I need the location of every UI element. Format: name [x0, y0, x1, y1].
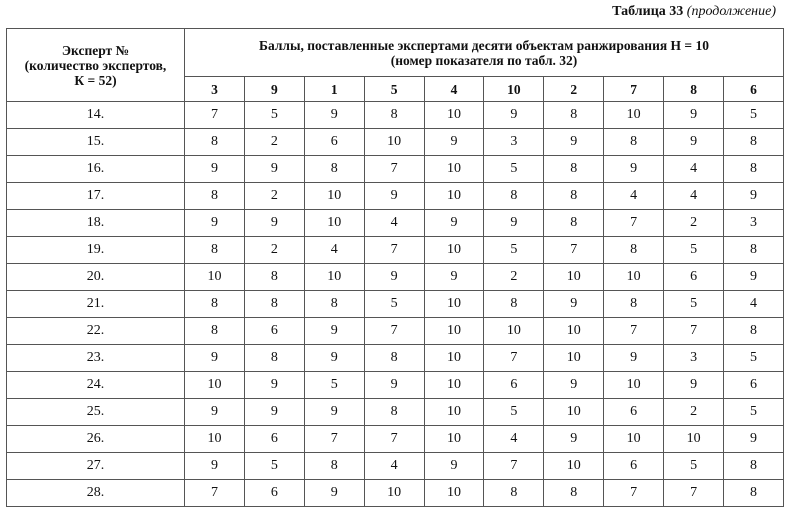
- score-cell: 2: [244, 129, 304, 156]
- expert-header-line: Эксперт №: [61, 42, 130, 58]
- expert-number-cell: 27.: [7, 453, 185, 480]
- score-cell: 6: [604, 453, 664, 480]
- score-cell: 6: [244, 426, 304, 453]
- score-cell: 9: [364, 183, 424, 210]
- score-cell: 9: [185, 210, 245, 237]
- score-cell: 7: [484, 345, 544, 372]
- score-cell: 8: [364, 399, 424, 426]
- score-cell: 8: [185, 291, 245, 318]
- score-cell: 9: [544, 426, 604, 453]
- scores-header-line2: (номер показателя по табл. 32): [390, 52, 578, 68]
- score-cell: 10: [544, 399, 604, 426]
- expert-number-cell: 17.: [7, 183, 185, 210]
- score-cell: 8: [724, 156, 784, 183]
- expert-number-cell: 28.: [7, 480, 185, 507]
- score-cell: 4: [664, 183, 724, 210]
- score-cell: 10: [604, 102, 664, 129]
- score-cell: 7: [364, 426, 424, 453]
- score-cell: 10: [424, 291, 484, 318]
- score-cell: 10: [604, 426, 664, 453]
- object-number-header: 5: [364, 77, 424, 102]
- score-cell: 8: [604, 291, 664, 318]
- score-cell: 8: [244, 291, 304, 318]
- score-cell: 9: [304, 102, 364, 129]
- table-row: [7, 237, 784, 264]
- score-cell: 9: [544, 129, 604, 156]
- object-number-header: 10: [484, 77, 544, 102]
- score-cell: 10: [424, 183, 484, 210]
- object-number-header: 3: [185, 77, 245, 102]
- table-row: [7, 210, 784, 237]
- expert-number-cell: 19.: [7, 237, 185, 264]
- score-cell: 7: [304, 426, 364, 453]
- expert-column-header: [7, 29, 185, 102]
- table-row: [7, 399, 784, 426]
- expert-number-cell: 23.: [7, 345, 185, 372]
- table-row: [7, 426, 784, 453]
- score-cell: 9: [304, 318, 364, 345]
- object-number-header: 9: [244, 77, 304, 102]
- score-cell: 10: [304, 264, 364, 291]
- score-cell: 8: [484, 480, 544, 507]
- score-cell: 10: [424, 102, 484, 129]
- score-cell: 8: [724, 453, 784, 480]
- score-cell: 5: [484, 399, 544, 426]
- score-cell: 8: [724, 129, 784, 156]
- score-cell: 5: [304, 372, 364, 399]
- score-cell: 5: [664, 237, 724, 264]
- score-cell: 9: [604, 345, 664, 372]
- score-cell: 8: [544, 183, 604, 210]
- score-cell: 10: [544, 453, 604, 480]
- score-cell: 9: [185, 399, 245, 426]
- score-cell: 10: [364, 480, 424, 507]
- score-cell: 7: [185, 102, 245, 129]
- expert-header-line: (количество экспертов,: [24, 57, 167, 73]
- score-cell: 9: [304, 399, 364, 426]
- score-cell: 8: [364, 345, 424, 372]
- score-cell: 8: [724, 237, 784, 264]
- table-row: [7, 183, 784, 210]
- score-cell: 10: [544, 318, 604, 345]
- table-body: [7, 102, 784, 507]
- score-cell: 9: [664, 102, 724, 129]
- score-cell: 10: [185, 372, 245, 399]
- score-cell: 5: [484, 237, 544, 264]
- score-cell: 9: [544, 372, 604, 399]
- score-cell: 9: [185, 453, 245, 480]
- score-cell: 7: [364, 318, 424, 345]
- score-cell: 4: [364, 453, 424, 480]
- expert-number-cell: 18.: [7, 210, 185, 237]
- score-cell: 6: [304, 129, 364, 156]
- score-cell: 10: [544, 345, 604, 372]
- score-cell: 9: [424, 264, 484, 291]
- score-cell: 5: [724, 399, 784, 426]
- score-cell: 7: [185, 480, 245, 507]
- table-row: [7, 345, 784, 372]
- score-cell: 10: [544, 264, 604, 291]
- table-row: [7, 129, 784, 156]
- score-cell: 10: [424, 426, 484, 453]
- table-caption: [612, 4, 776, 20]
- score-cell: 9: [544, 291, 604, 318]
- table-continuation: (продолжение): [686, 4, 776, 19]
- score-cell: 10: [424, 399, 484, 426]
- score-cell: 5: [484, 156, 544, 183]
- table-row: [7, 318, 784, 345]
- score-cell: 2: [664, 210, 724, 237]
- score-cell: 9: [484, 102, 544, 129]
- score-cell: 10: [424, 345, 484, 372]
- score-cell: 8: [724, 318, 784, 345]
- expert-header-line: К = 52): [74, 72, 117, 88]
- score-cell: 8: [484, 183, 544, 210]
- score-cell: 8: [544, 156, 604, 183]
- score-cell: 6: [244, 318, 304, 345]
- object-number-header: 2: [544, 77, 604, 102]
- table-row: [7, 264, 784, 291]
- expert-number-cell: 25.: [7, 399, 185, 426]
- score-cell: 10: [484, 318, 544, 345]
- score-cell: 9: [604, 156, 664, 183]
- score-cell: 7: [664, 318, 724, 345]
- score-cell: 10: [604, 264, 664, 291]
- score-cell: 4: [604, 183, 664, 210]
- score-cell: 9: [185, 345, 245, 372]
- score-cell: 3: [724, 210, 784, 237]
- score-cell: 10: [304, 210, 364, 237]
- table-row: [7, 480, 784, 507]
- score-cell: 8: [544, 102, 604, 129]
- expert-number-cell: 20.: [7, 264, 185, 291]
- score-cell: 7: [604, 210, 664, 237]
- score-cell: 6: [244, 480, 304, 507]
- score-cell: 4: [364, 210, 424, 237]
- score-cell: 9: [244, 156, 304, 183]
- score-cell: 5: [724, 345, 784, 372]
- score-cell: 7: [364, 237, 424, 264]
- score-cell: 8: [604, 129, 664, 156]
- object-number-header: 6: [724, 77, 784, 102]
- score-cell: 9: [304, 480, 364, 507]
- score-cell: 9: [724, 264, 784, 291]
- score-cell: 8: [304, 453, 364, 480]
- expert-number-cell: 24.: [7, 372, 185, 399]
- score-cell: 7: [484, 453, 544, 480]
- score-cell: 10: [424, 372, 484, 399]
- score-cell: 5: [664, 453, 724, 480]
- score-cell: 5: [724, 102, 784, 129]
- score-cell: 9: [664, 372, 724, 399]
- table-row: [7, 102, 784, 129]
- scores-table: [6, 28, 784, 507]
- score-cell: 4: [304, 237, 364, 264]
- score-cell: 6: [484, 372, 544, 399]
- expert-number-cell: 22.: [7, 318, 185, 345]
- table-title: Таблица 33: [612, 4, 684, 19]
- score-cell: 8: [244, 264, 304, 291]
- score-cell: 9: [664, 129, 724, 156]
- score-cell: 5: [664, 291, 724, 318]
- score-cell: 10: [664, 426, 724, 453]
- score-cell: 9: [244, 399, 304, 426]
- expert-number-cell: 14.: [7, 102, 185, 129]
- table-row: [7, 156, 784, 183]
- score-cell: 9: [484, 210, 544, 237]
- score-cell: 8: [544, 210, 604, 237]
- score-cell: 6: [724, 372, 784, 399]
- object-number-header: 8: [664, 77, 724, 102]
- score-cell: 8: [185, 129, 245, 156]
- score-cell: 8: [724, 480, 784, 507]
- scores-header-line1: Баллы, поставленные экспертами десяти объектам ранжирования Н = 10: [259, 37, 709, 53]
- score-cell: 9: [244, 372, 304, 399]
- score-cell: 8: [244, 345, 304, 372]
- score-cell: 6: [664, 264, 724, 291]
- score-cell: 10: [185, 264, 245, 291]
- score-cell: 5: [364, 291, 424, 318]
- score-cell: 8: [484, 291, 544, 318]
- expert-number-cell: 26.: [7, 426, 185, 453]
- table-row: [7, 372, 784, 399]
- score-cell: 9: [724, 426, 784, 453]
- score-cell: 10: [424, 156, 484, 183]
- score-cell: 7: [544, 237, 604, 264]
- score-cell: 10: [604, 372, 664, 399]
- score-cell: 9: [244, 210, 304, 237]
- score-cell: 10: [364, 129, 424, 156]
- score-cell: 8: [364, 102, 424, 129]
- score-cell: 9: [185, 156, 245, 183]
- score-cell: 2: [484, 264, 544, 291]
- score-cell: 2: [244, 237, 304, 264]
- score-cell: 8: [304, 156, 364, 183]
- score-cell: 9: [364, 372, 424, 399]
- score-cell: 10: [424, 480, 484, 507]
- score-cell: 10: [304, 183, 364, 210]
- score-cell: 3: [484, 129, 544, 156]
- score-cell: 9: [424, 129, 484, 156]
- scores-group-header: [185, 29, 784, 77]
- score-cell: 4: [664, 156, 724, 183]
- object-number-header: 4: [424, 77, 484, 102]
- score-cell: 9: [724, 183, 784, 210]
- score-cell: 8: [604, 237, 664, 264]
- score-cell: 9: [424, 453, 484, 480]
- score-cell: 4: [724, 291, 784, 318]
- score-cell: 6: [604, 399, 664, 426]
- score-cell: 7: [604, 318, 664, 345]
- score-cell: 9: [424, 210, 484, 237]
- expert-number-cell: 16.: [7, 156, 185, 183]
- score-cell: 2: [664, 399, 724, 426]
- object-number-header: 7: [604, 77, 664, 102]
- table-row: [7, 291, 784, 318]
- expert-number-cell: 15.: [7, 129, 185, 156]
- score-cell: 8: [304, 291, 364, 318]
- table-row: [7, 453, 784, 480]
- score-cell: 2: [244, 183, 304, 210]
- score-cell: 7: [604, 480, 664, 507]
- score-cell: 5: [244, 453, 304, 480]
- score-cell: 8: [185, 183, 245, 210]
- score-cell: 8: [185, 318, 245, 345]
- score-cell: 9: [364, 264, 424, 291]
- score-cell: 5: [244, 102, 304, 129]
- score-cell: 7: [364, 156, 424, 183]
- score-cell: 4: [484, 426, 544, 453]
- object-number-header: 1: [304, 77, 364, 102]
- score-cell: 8: [185, 237, 245, 264]
- score-cell: 8: [544, 480, 604, 507]
- score-cell: 9: [304, 345, 364, 372]
- score-cell: 3: [664, 345, 724, 372]
- score-cell: 10: [185, 426, 245, 453]
- expert-number-cell: 21.: [7, 291, 185, 318]
- score-cell: 10: [424, 237, 484, 264]
- score-cell: 7: [664, 480, 724, 507]
- score-cell: 10: [424, 318, 484, 345]
